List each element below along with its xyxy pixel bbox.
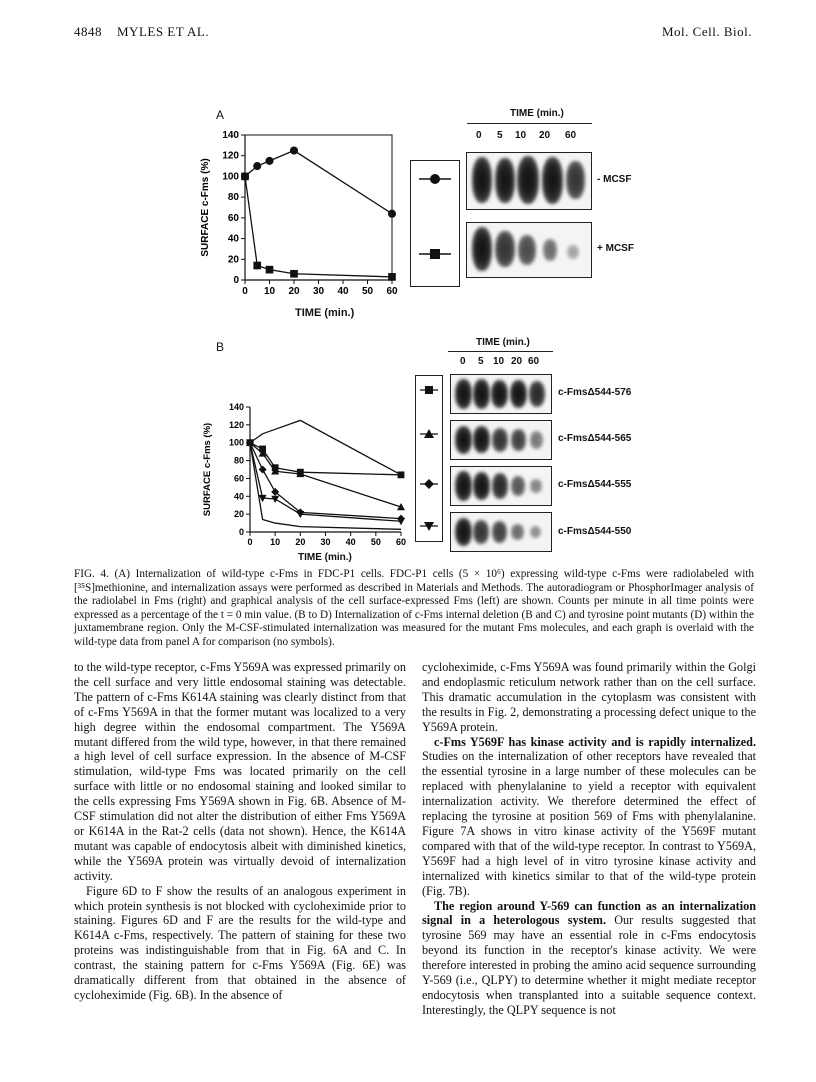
autoradiogram-d544-565 [450, 420, 552, 460]
square-marker-icon [425, 386, 433, 394]
data-point [253, 162, 261, 170]
lane-label: 20 [511, 356, 523, 367]
lane-label: 5 [478, 356, 484, 367]
x-tick-label: 30 [312, 286, 325, 297]
panel-a-legend-symbols [411, 161, 459, 286]
body-column-right [422, 660, 756, 1018]
lane-label: 5 [497, 130, 503, 141]
section-heading: c-Fms Y569F has kinase activity and is rapidly internalized. [434, 734, 756, 749]
x-tick-label: 50 [361, 286, 374, 297]
y-tick-label: 80 [233, 455, 244, 466]
y-tick-label: 20 [233, 509, 244, 520]
square-marker-icon [430, 249, 440, 259]
lane-label: 10 [493, 356, 505, 367]
lane-label: 10 [515, 130, 527, 141]
y-tick-label: 140 [222, 130, 239, 141]
y-axis-label: SURFACE c-Fms (%) [200, 158, 211, 257]
body-paragraph: Studies on the internalization of other receptors have revealed that the essential tyrosine in a large number of these molecules can be replaced with phenylalanine to yield a receptor with equivalent internalization activity. We therefore determined the effect of replacing the tyrosine at position 569 of Fms with phenylalanine. Figure 7A shows in vitro kinase activity of the Y569F mutant compared with that of the wild-type receptor. In contrast to Y569A, Y569F had a high level of in vitro tyrosine kinase activity and internalized with kinetics similar to that of the wild-type protein (Fig. 7B). [422, 749, 756, 898]
x-tick-label: 50 [370, 537, 381, 547]
panel-b-time-header: TIME (min.) [476, 337, 530, 348]
body-paragraph: cycloheximide, c-Fms Y569A was found primarily within the Golgi and endoplasmic reticulum network rather than on the cell surface. This dramatic accumulation in the cytoplasm was consistent with the results in Fig. 2, demonstrating a processing defect unique to the Y569A protein. [422, 660, 756, 734]
panel-a-xlabel: TIME (min.) [295, 307, 355, 319]
data-point [259, 466, 267, 474]
panel-b-legend [415, 375, 443, 542]
body-paragraph: to the wild-type receptor, c-Fms Y569A was expressed primarily on the cell surface and very little endosomal staining was detectable. The pattern of c-Fms K614A staining was clearly distinct from that of c-Fms Y569A in that the former mutant was localized to a very high degree within the endosomal compartment. The Y569A mutant differed from the wild type, however, in that there remained a high level of cell surface expression. In the absence of M-CSF stimulation, wild-type Fms was located primarily on the cell surface with little or no endosomal staining and looked similar to the cells expressing Fms Y569A shown in Fig. 6B. Absence of M-CSF stimulation did not alter the distribution of either Fms Y569A or K614A in the Rat-2 cells (data not shown). Hence, the K614A mutant was capable of endocytosis albeit with diminished kinetics, while the Y569A protein was virtually devoid of internalization activity. [74, 660, 406, 883]
y-tick-label: 140 [228, 402, 244, 412]
data-point [241, 173, 249, 181]
panel-a-letter: A [216, 108, 225, 122]
body-paragraph: Our results suggested that tyrosine 569 may have an essential role in c-Fms endocytosis beyond its function in the receptor's kinase activity. We were therefore interested in probing the amino acid sequence surrounding Y-569 (i.e., QLPY) to determine whether it might mediate receptor endocytosis when transplanted into a suitable sequence context. Interestingly, the QLPY sequence is not [422, 913, 756, 1017]
data-point [398, 471, 405, 478]
x-tick-label: 40 [337, 286, 349, 297]
y-tick-label: 100 [222, 171, 239, 183]
y-tick-label: 80 [227, 192, 239, 204]
x-tick-label: 60 [395, 537, 407, 547]
y-tick-label: 20 [227, 254, 239, 266]
y-tick-label: 120 [228, 419, 244, 430]
panel-b-xlabel: TIME (min.) [298, 552, 352, 563]
panel-a-header-rule [467, 123, 592, 124]
x-tick-label: 30 [320, 537, 331, 547]
panel-b-letter: B [216, 340, 225, 354]
autoradiogram-d544-550 [450, 512, 552, 552]
lane-label: 0 [460, 356, 466, 367]
band-label-d544-576: c-FmsΔ544-576 [558, 387, 632, 398]
autoradiogram-d544-555 [450, 466, 552, 506]
data-point [388, 210, 396, 218]
y-tick-label: 100 [228, 437, 244, 448]
lane-label: 0 [476, 130, 482, 141]
x-tick-label: 10 [263, 286, 276, 297]
lane-label: 20 [539, 130, 551, 141]
y-tick-label: 60 [227, 212, 239, 224]
diamond-marker-icon [424, 479, 434, 489]
band-label-plus-mcsf: + MCSF [597, 243, 634, 254]
band-label-d544-555: c-FmsΔ544-555 [558, 479, 632, 490]
x-tick-label: 0 [247, 537, 253, 547]
x-tick-label: 20 [288, 286, 300, 297]
autoradiogram-plus-mcsf [466, 222, 592, 278]
circle-marker-icon [430, 174, 440, 184]
x-tick-label: 40 [345, 537, 356, 547]
y-tick-label: 120 [222, 150, 239, 162]
band-label-d544-550: c-FmsΔ544-550 [558, 526, 632, 537]
lane-label: 60 [565, 130, 577, 141]
y-tick-label: 40 [227, 233, 239, 245]
panel-a-time-header: TIME (min.) [510, 108, 564, 119]
panel-a-chart [200, 125, 410, 325]
band-label-d544-565: c-FmsΔ544-565 [558, 433, 632, 444]
x-tick-label: 20 [295, 537, 306, 547]
x-tick-label: 60 [386, 286, 398, 297]
journal-name: Mol. Cell. Biol. [662, 24, 752, 39]
panel-b-legend-symbols [416, 376, 442, 541]
y-tick-label: 0 [233, 275, 239, 286]
y-tick-label: 60 [233, 473, 244, 484]
body-column-left [74, 660, 406, 1003]
series-line [250, 443, 401, 519]
data-point [290, 146, 298, 154]
x-tick-label: 0 [242, 286, 248, 297]
body-paragraph: Figure 6D to F show the results of an analogous experiment in which protein synthesis is not blocked with cycloheximide prior to staining. Figures 6D and F are the results for the wild-type and K614A c-Fms, respectively. The pattern of staining for these two proteins was indistinguishable from that in Fig. 6A and C. In contrast, the staining pattern for c-Fms Y569A (Fig. 6E) was dramatically different from that obtained in the absence of cycloheximide (Fig. 6B). In the absence of [74, 883, 406, 1002]
panel-b-header-rule [448, 351, 553, 352]
plot-frame [245, 135, 392, 280]
y-tick-label: 0 [238, 527, 244, 537]
section-heading: The region around Y-569 can function as an internalization signal in a heterologous system. [422, 898, 756, 928]
autoradiogram-minus-mcsf [466, 152, 592, 210]
data-point [265, 157, 273, 165]
y-axis-label: SURFACE c-Fms (%) [202, 422, 213, 517]
data-point [388, 273, 396, 281]
data-point [253, 262, 261, 270]
lane-label: 60 [528, 356, 540, 367]
panel-a-legend [410, 160, 460, 287]
running-authors: MYLES ET AL. [117, 24, 210, 39]
panel-b-chart [200, 375, 410, 560]
autoradiogram-d544-576 [450, 374, 552, 414]
page-number: 4848 [74, 24, 102, 39]
data-point [290, 270, 298, 278]
band-label-minus-mcsf: - MCSF [597, 174, 632, 185]
x-tick-label: 10 [270, 537, 281, 547]
figure-caption: FIG. 4. (A) Internalization of wild-type c-Fms in FDC-P1 cells. FDC-P1 cells (5 × 10⁶) expressing wild-type c-Fms were radiolabeled with [³⁵S]methionine, and internalization assays were performed as described in Materials and Methods. The autoradiogram or PhosphorImager analysis of the radiolabel in Fms (right) and graphical analysis of the cell surface-expressed Fms (left) are shown. Counts per minute in all time points were expressed as a percentage of the t = 0 min value. (B to D) Internalization of c-Fms internal deletion (B and C) and tyrosine point mutants (D) within the juxtamembrane region. Only the M-CSF-stimulated internalization was measured for the mutant Fms molecules, and each graph is overlaid with the wild-type data from panel A for comparison (no symbols). [74, 568, 754, 648]
data-point [266, 266, 274, 274]
series-line [245, 176, 392, 276]
y-tick-label: 40 [233, 491, 244, 502]
